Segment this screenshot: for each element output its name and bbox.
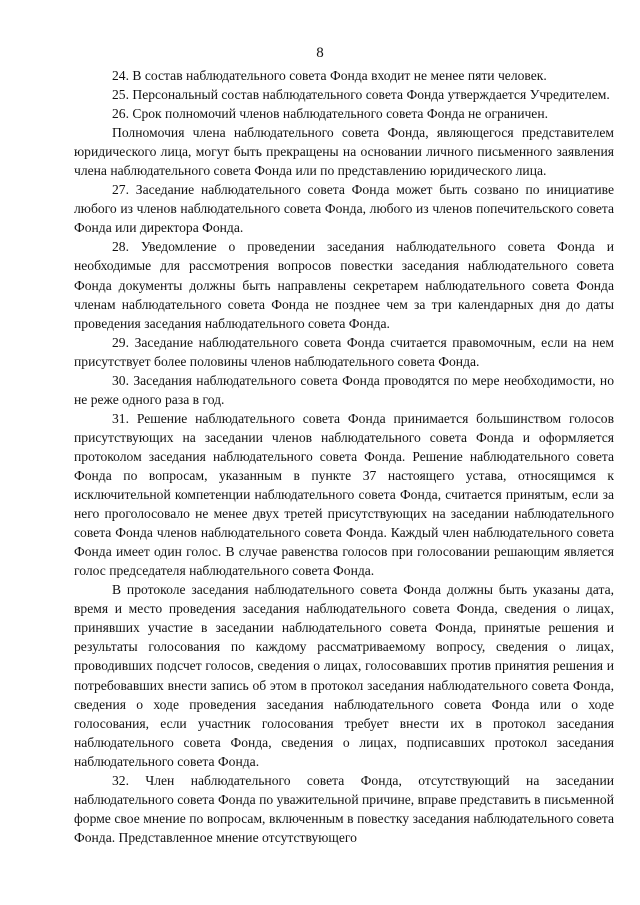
paragraph-25: 25. Персональный состав наблюдательного совета Фонда утверждается Учредителем. (112, 87, 610, 103)
document-body (74, 66, 614, 847)
paragraph-27: 27. Заседание наблюдательного совета Фонда может быть созвано по инициативе любого из членов наблюдательного совета Фонда, любого из членов попечительского совета Фонда или директора Фонда. (74, 182, 614, 236)
paragraph-26: 26. Срок полномочий членов наблюдательного совета Фонда не ограничен. (112, 106, 549, 122)
paragraph-24: 24. В состав наблюдательного совета Фонда входит не менее пяти человек. (112, 68, 547, 83)
paragraph-30: 30. Заседания наблюдательного совета Фонда проводятся по мере необходимости, но не реже одного раза в год. (74, 372, 614, 407)
paragraph-31-protocol: В протоколе заседания наблюдательного совета Фонда должны быть указаны дата, время и место проведения заседания наблюдательного совета Фонда, сведения о лицах, принявших участие в заседании наблюдательного совета Фонда, принятые решения и результаты голосования по каждому рассматриваемому вопросу, сведения о лицах, проводивших подсчет голосов, сведения о лицах, голосовавших против принятия решения и потребовавших внести запись об этом в протокол заседания наблюдательного совета Фонда, сведения о ходе проведения заседания наблюдательного совета Фонда или о ходе голосования, если участник голосования требует внести их в протокол заседания наблюдательного совета Фонда, сведения о лицах, подписавших протокол заседания наблюдательного совета Фонда. (74, 582, 614, 769)
paragraph-29: 29. Заседание наблюдательного совета Фонда считается правомочным, если на нем присутствует более половины членов наблюдательного совета Фонда. (74, 334, 614, 369)
paragraph-26-continued: Полномочия члена наблюдательного совета Фонда, являющегося представителем юридического лица, могут быть прекращены на основании личного письменного заявления члена наблюдательного совета Фонда или по представлению юридического лица. (74, 125, 614, 179)
paragraph-32: 32. Член наблюдательного совета Фонда, отсутствующий на заседании наблюдательного совета Фонда по уважительной причине, вправе представить в письменной форме свое мнение по вопросам, включенным в повестку заседания наблюдательного совета Фонда. Представленное мнение отсутствующего (74, 772, 614, 845)
page-number: 8 (316, 45, 324, 61)
paragraph-28: 28. Уведомление о проведении заседания наблюдательного совета Фонда и необходимые для рассмотрения вопросов повестки заседания наблюдательного совета Фонда документы должны быть направлены секретарем наблюдательного совета Фонда членам наблюдательного совета Фонда не позднее чем за три календарных дня до даты проведения заседания наблюдательного совета Фонда. (74, 239, 614, 331)
paragraph-31: 31. Решение наблюдательного совета Фонда принимается большинством голосов присутствующих на заседании членов наблюдательного совета Фонда и оформляется протоколом заседания наблюдательного совета Фонда. Решение наблюдательного совета Фонда по вопросам, указанным в пункте 37 настоящего устава, относящимся к исключительной компетенции наблюдательного совета Фонда, считается принятым, если за него проголосовало не менее двух третей присутствующих на заседании наблюдательного совета Фонда членов наблюдательного совета Фонда. Каждый член наблюдательного совета Фонда имеет один голос. В случае равенства голосов при голосовании решающим является голос председателя наблюдательного совета Фонда. (74, 410, 614, 579)
